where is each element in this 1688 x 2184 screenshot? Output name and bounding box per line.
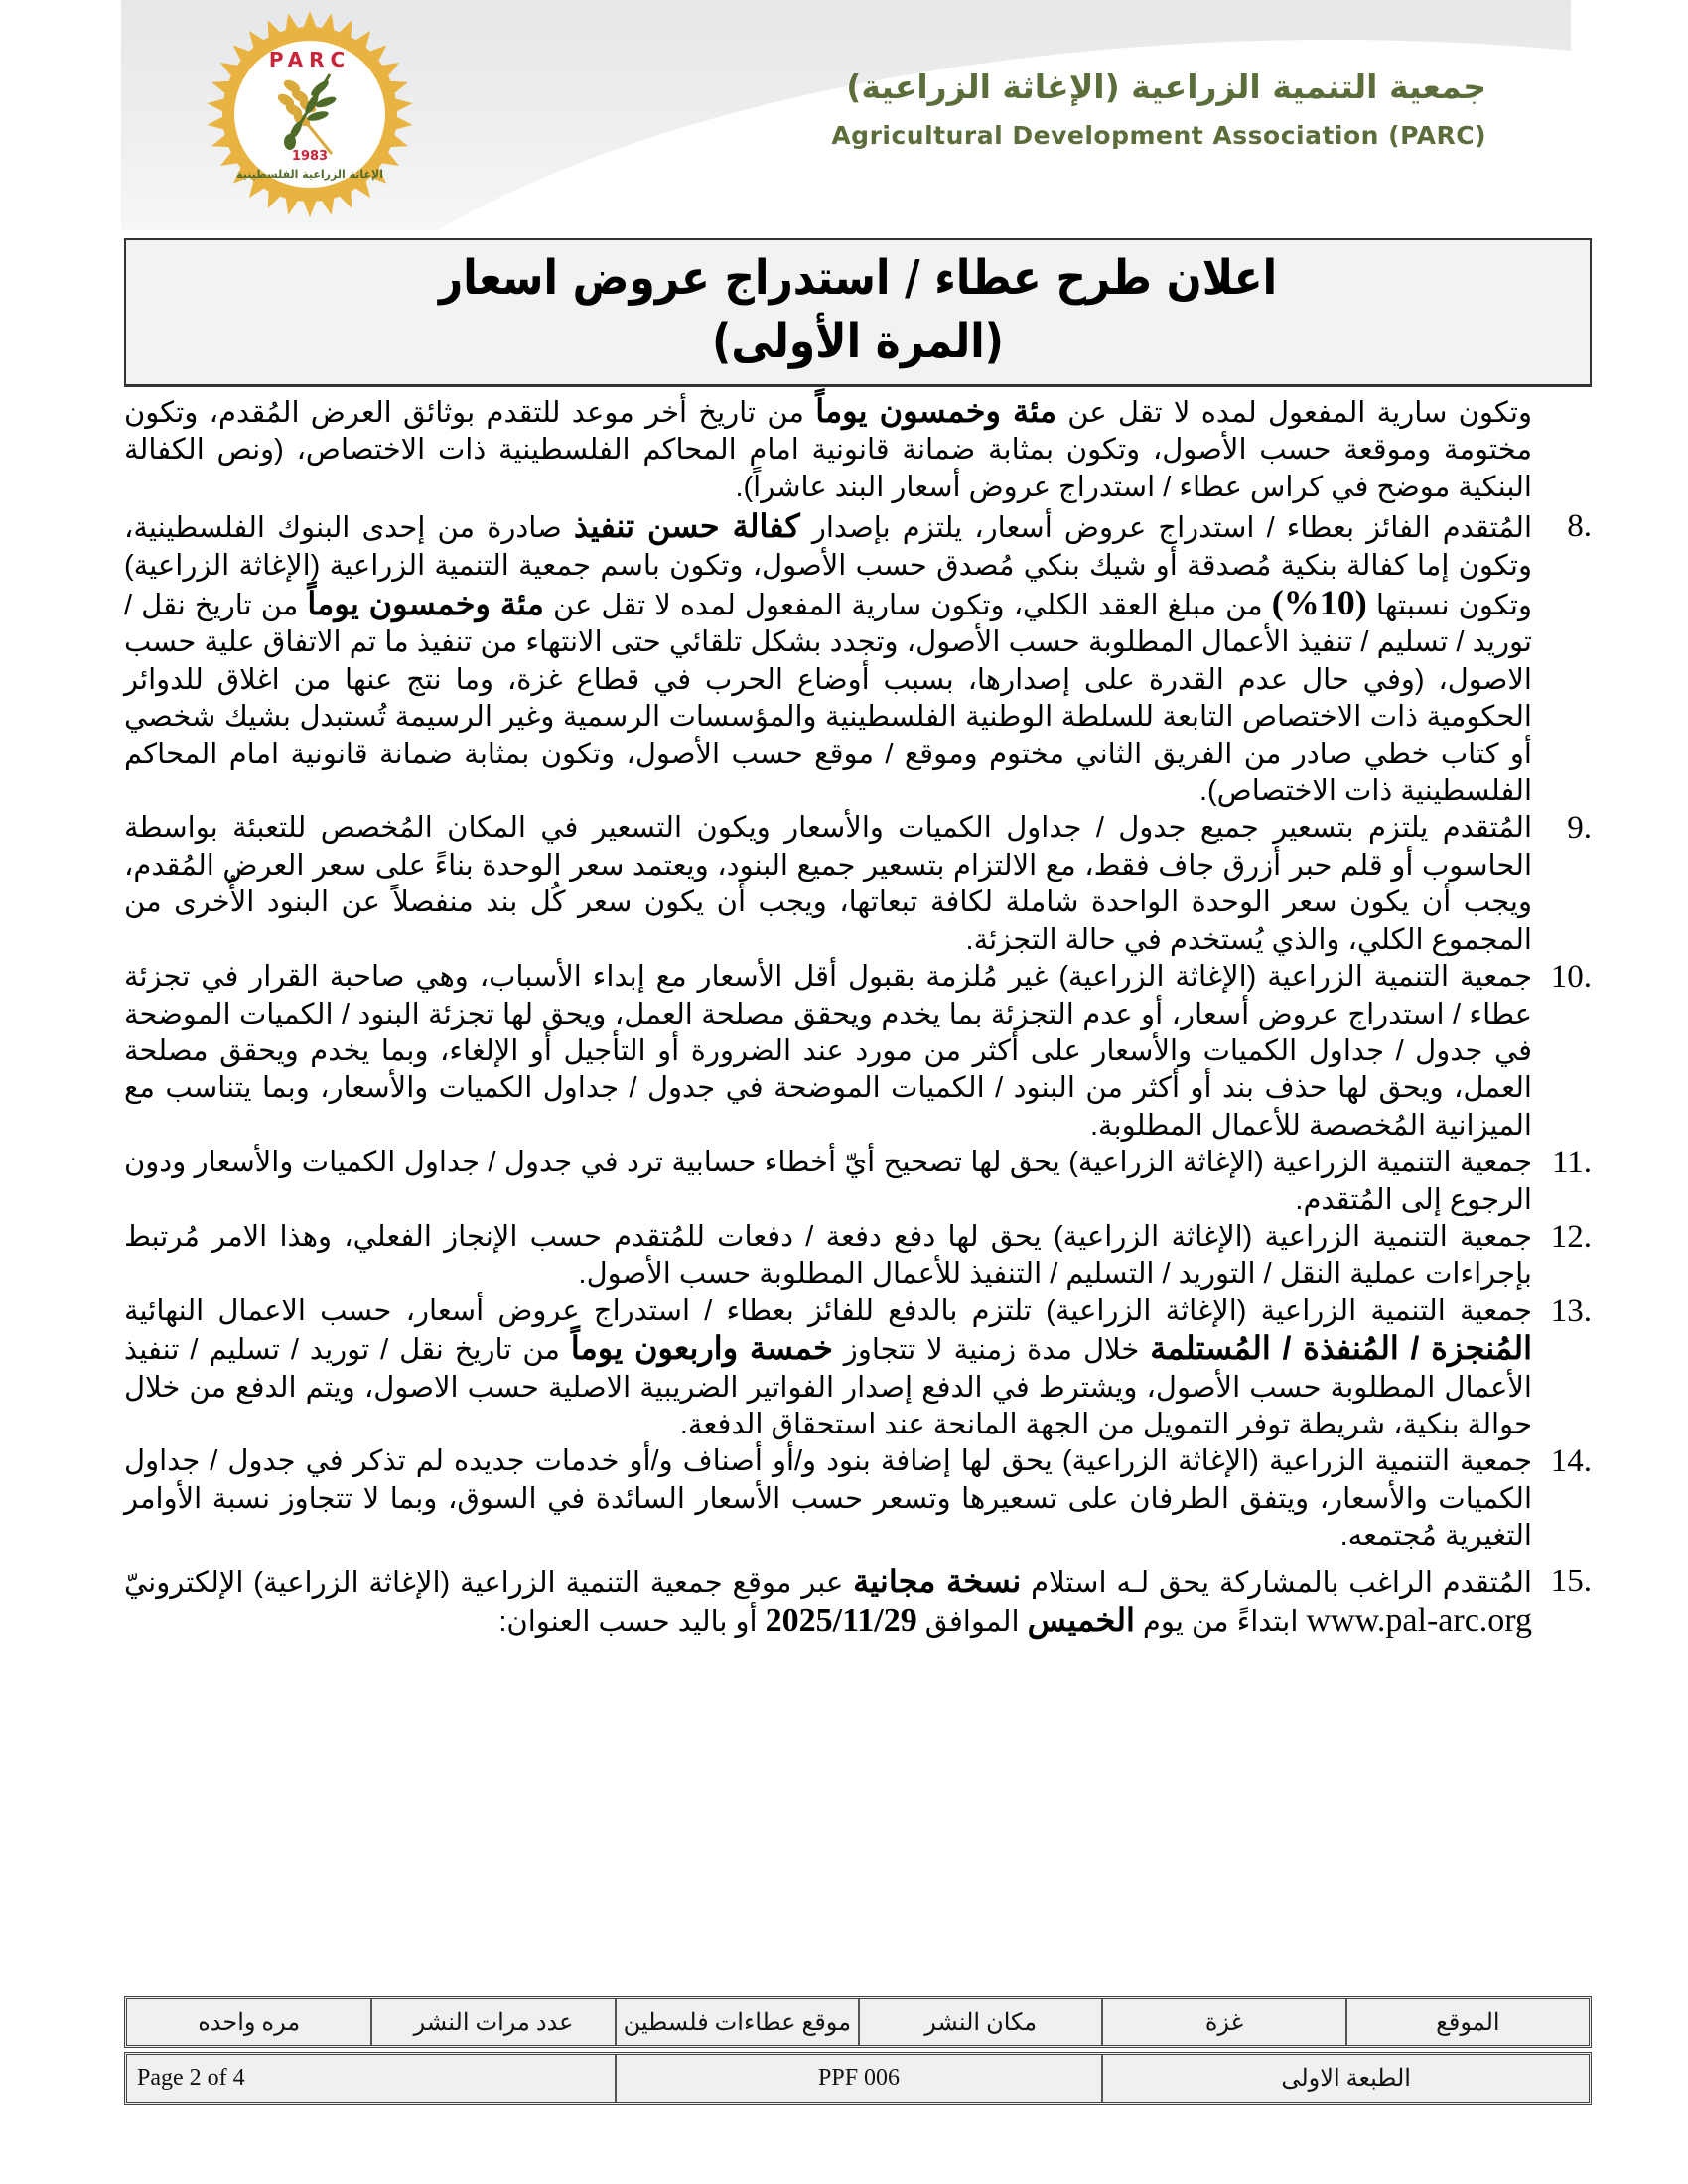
item-text-part: جمعية التنمية الزراعية (الإغاثة الزراعية) تلتزم بالدفع للفائز بعطاء / استدراج عروض أسعار، حسب الاعمال النهائية (124, 1295, 1532, 1327)
item-date: 2025/11/29 (765, 1602, 917, 1639)
table-cell-publish-place-value: موقع عطاءات فلسطين (615, 1999, 858, 2045)
list-item (124, 508, 1592, 810)
item-text-part: المُتقدم الفائز بعطاء / استدراج عروض أسعار، يلتزم بإصدار (799, 512, 1533, 545)
document-body (124, 393, 1592, 1641)
item-number: 12. (1550, 1218, 1592, 1255)
parc-logo-icon (201, 10, 419, 218)
table-cell-form-code: PPF 006 (615, 2055, 1102, 2102)
announcement-subtitle: (المرة الأولى) (712, 314, 1004, 369)
item-text-part: خلال مدة زمنية لا تتجاوز (832, 1334, 1151, 1367)
item-number: 11. (1551, 1145, 1592, 1181)
list-item (124, 1294, 1592, 1444)
list-item (124, 1145, 1592, 1219)
intro-bold-duration: مئة وخمسون يوماً (815, 393, 1056, 429)
item-text-part: ابتداءً من يوم (1134, 1606, 1307, 1638)
table-cell-location-label: الموقع (1345, 1999, 1589, 2045)
item-number: 9. (1567, 810, 1592, 847)
item-text-part: أو باليد حسب العنوان: (498, 1606, 766, 1638)
announcement-title-box (124, 238, 1592, 387)
list-item (124, 1564, 1592, 1642)
document-info-table (124, 2052, 1592, 2105)
item-text: جمعية التنمية الزراعية (الإغاثة الزراعية) يحق لها إضافة بنود و/أو أصناف و/أو خدمات جديده لم تذكر في جدول / جداول الكميات والأسعار، ويتفق الطرفان على تسعيرها وتسعر حسب الأسعار السائدة في السوق، وبما لا تتجاوز نسبة الأوامر التغيرية مُجتمعه. (124, 1445, 1532, 1553)
item-bold-text: كفالة حسن تنفيذ (573, 508, 800, 545)
announcement-title: اعلان طرح عطاء / استدراج عروض اسعار (438, 250, 1278, 306)
item-bold-text: مئة وخمسون يوماً (307, 586, 544, 622)
logo-text-bottom: الإغاثة الزراعية الفلسطينية (236, 168, 383, 181)
table-cell-location-value: غزة (1101, 1999, 1344, 2045)
list-item (124, 1219, 1592, 1294)
item-text-part: الموافق (916, 1606, 1028, 1638)
item-text-part: من تاريخ نقل / توريد / تسليم / تنفيذ الأعمال المطلوبة حسب الأصول، ويشترط في الدفع إصدار الفواتير الضريبية الاصلية حسب الاصول، ويتم الدفع من خلال حوالة بنكية، شريطة توفر التمويل من الجهة المانحة عند استحقاق الدفعة. (124, 1334, 1532, 1440)
item-text-part: المُتقدم الراغب بالمشاركة يحق لـه استلام (1021, 1567, 1532, 1599)
item-text (124, 508, 1532, 810)
item-text (124, 1294, 1532, 1444)
intro-text: من تاريخ أخر موعد للتقدم بوثائق العرض المُقدم، (209, 397, 816, 429)
list-item (124, 959, 1592, 1145)
intro-text: (ونص الكفالة البنكية موضح في كراس عطاء / استدراج عروض أسعار البند عاشراً). (124, 434, 1532, 503)
item-text: جمعية التنمية الزراعية (الإغاثة الزراعية) يحق لها تصحيح أيّ أخطاء حسابية ترد في جدول / جداول الكميات والأسعار ودون الرجوع إلى المُتقدم. (124, 1147, 1532, 1216)
logo-year: 1983 (291, 149, 329, 164)
logo-text-top: PARC (268, 48, 352, 71)
item-bold-text: نسخة مجانية (853, 1563, 1022, 1599)
item-number: 14. (1550, 1443, 1592, 1480)
item-text-part: عبر موقع جمعية التنمية الزراعية (الإغاثة الزراعية) الإلكترونيّ (124, 1567, 854, 1599)
item-text: المُتقدم يلتزم بتسعير جميع جدول / جداول الكميات والأسعار ويكون التسعير في المكان المُخصص للتعبئة بواسطة الحاسوب أو قلم حبر أزرق جاف فقط، مع الالتزام بتسعير جميع البنود، ويعتمد سعر الوحدة بناءً على سعر العرض المُقدم، ويجب أن يكون سعر الوحدة الواحدة شاملة لكافة تبعاتها، ويجب أن يكون سعر كُل بند منفصلاً عن البنود الأُخرى من المجموع الكلي، والذي يُستخدم في حالة التجزئة. (124, 812, 1532, 956)
item-number: 10. (1550, 959, 1592, 996)
publication-info-table (124, 1996, 1592, 2048)
item-number: 15. (1550, 1563, 1592, 1599)
item-number: 13. (1550, 1293, 1592, 1329)
item-bold-text: خمسة واربعون يوماً (570, 1330, 833, 1367)
page-number: Page 2 of 4 (137, 2065, 245, 2091)
table-cell-publish-place-label: مكان النشر (858, 1999, 1101, 2045)
intro-paragraph (124, 393, 1592, 506)
website-link[interactable]: www.pal-arc.org (1306, 1602, 1532, 1639)
item-text: جمعية التنمية الزراعية (الإغاثة الزراعية) يحق لها دفع دفعة / دفعات للمُتقدم حسب الإنجاز الفعلي، وهذا الامر مُرتبط بإجراءات عملية النقل / التوريد / التسليم / التنفيذ للأعمال المطلوبة حسب الأصول. (124, 1220, 1533, 1291)
intro-text: وتكون مختومة وموقعة حسب الأصول، وتكون بمثابة ضمانة قانونية امام المحاكم الفلسطينية ذات الاختصاص، (124, 397, 1532, 467)
item-percentage: (10%) (1271, 583, 1367, 623)
org-name-arabic: جمعية التنمية الزراعية (الإغاثة الزراعية) (846, 68, 1486, 106)
table-cell-publish-count-label: عدد مرات النشر (370, 1999, 614, 2045)
org-name-english: Agricultural Development Association (PARC) (831, 121, 1486, 150)
item-text (124, 1564, 1532, 1642)
item-bold-text: المُنجزة / المُنفذة / المُستلمة (1150, 1330, 1533, 1367)
item-text: جمعية التنمية الزراعية (الإغاثة الزراعية) غير مُلزمة بقبول أقل الأسعار مع إبداء الأسباب، وهي صاحبة القرار في تجزئة عطاء / استدراج عروض أسعار، أو عدم التجزئة بما يخدم ويحقق مصلحة العمل، ويحق لها تجزئة البنود / الكميات الموضحة في جدول / جداول الكميات والأسعار على أكثر من مورد عند الضرورة أو التأجيل أو الإلغاء، وبما يخدم ويحقق مصلحة العمل، ويحق لها حذف بند أو أكثر من البنود / الكميات الموضحة في جدول / جداول الكميات والأسعار، وبما يتناسب مع الميزانية المُخصصة للأعمال المطلوبة. (124, 961, 1532, 1142)
list-item (124, 1443, 1592, 1555)
intro-text: وتكون سارية المفعول لمده لا تقل عن (1056, 397, 1533, 429)
table-cell-edition: الطبعة الاولى (1101, 2055, 1589, 2102)
list-item (124, 810, 1592, 959)
item-bold-text: الخميس (1027, 1602, 1135, 1638)
item-text-part: من تاريخ نقل / توريد / تسليم / تنفيذ الأعمال المطلوبة حسب الأصول، وتجدد بشكل تلقائي حتى الانتهاء من تنفيذ ما تم الاتفاق علية حسب الاصول، (وفي حال عدم القدرة على إصدارها، بسبب أوضاع الحرب في قطاع غزة، وما نتج عنها من اغلاق للدوائر الحكومية ذات الاختصاص التابعة للسلطة الوطنية الفلسطينية والمؤسسات الرسمية وغير الرسيمة تُستبدل بشيك شخصي أو كتاب خطي صادر من الفريق الثاني مختوم وموقع / موقع حسب الأصول، وتكون بمثابة ضمانة قانونية امام المحاكم الفلسطينية ذات الاختصاص). (124, 590, 1532, 808)
item-number: 8. (1567, 508, 1592, 545)
item-text-part: من مبلغ العقد الكلي، وتكون سارية المفعول لمده لا تقل عن (543, 590, 1272, 622)
letterhead (121, 0, 1571, 230)
table-cell-publish-count-value: مره واحده (198, 2009, 301, 2036)
item-text-part: صادرة من إحدى البنوك الفلسطينية، وتكون إما كفالة بنكية مُصدقة أو شيك بنكي مُصدق حسب الأصول، وتكون باسم جمعية التنمية الزراعية (الإغاثة الزراعية) وتكون نسبتها (124, 512, 1532, 622)
